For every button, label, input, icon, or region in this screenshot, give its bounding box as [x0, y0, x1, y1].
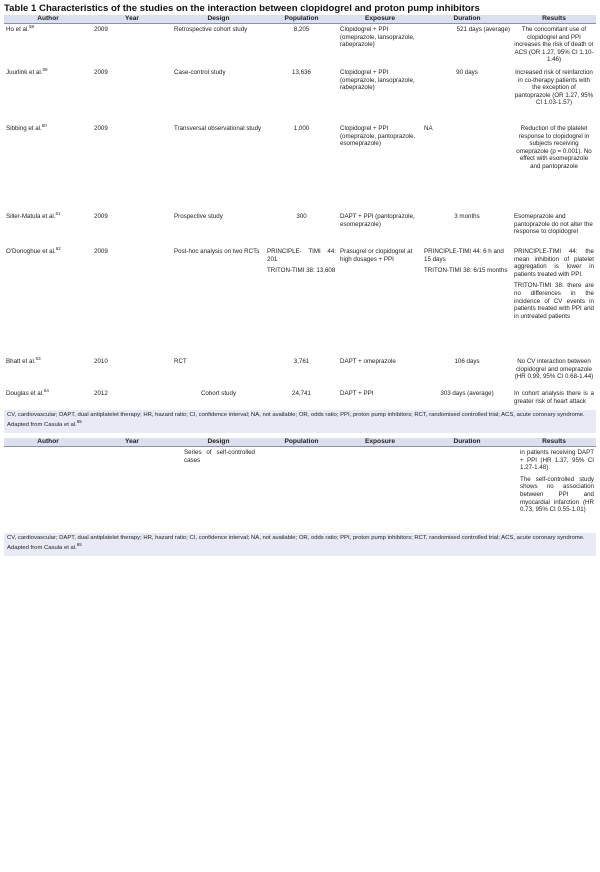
cell-duration: [422, 246, 512, 356]
cell-exposure: Clopidogrel + PPI (omeprazole, lansoprazole, rabeprazole): [340, 68, 415, 92]
cell-exposure: DAPT + omeprazole: [340, 357, 396, 365]
table-row: [4, 211, 596, 246]
cell-exposure: DAPT + PPI: [340, 389, 374, 397]
col-header-duration: Duration: [422, 15, 512, 24]
table-row: [4, 123, 596, 211]
cell-results: The concomitant use of clopidogrel and PPI increases the risk of death or ACS (OR 1.27, 95% CI 1.10-1.46): [514, 26, 594, 64]
col-header-design: Design: [172, 15, 265, 24]
cell-population: 13,636: [292, 68, 311, 76]
cell-author: Bhatt et al.$^{63}$: [6, 355, 41, 365]
cell-population: 300: [296, 212, 307, 220]
cell-exposure: Prasugrel or clopidogrel at high dosages + PPI: [340, 247, 413, 263]
table-row: [4, 356, 596, 388]
cell-design: Post-hoc analysis on two RCTs: [174, 247, 260, 255]
cell-population: [265, 447, 338, 531]
cell-population: [265, 246, 338, 356]
cell-year: 2009: [94, 124, 108, 132]
cell-exposure: DAPT + PPI (pantoprazole, esomeprazole): [340, 212, 415, 228]
table-footnote: [4, 410, 596, 433]
table-row: [4, 246, 596, 356]
footnote-abbreviations: CV, cardiovascular; DAPT, dual antiplatelet therapy; HR, hazard ratio; CI, confidence interval; NA, not available; OR, odds ratio; PPI, proton pump inhibitors; RCT, randomised controlled trial; ACS, acute coronary syndrome.: [7, 535, 585, 541]
cell-year: 2009: [94, 26, 108, 33]
duration-principle: PRINCIPLE-TIMI 44: 6 h and 15 days: [424, 247, 504, 263]
cell-design: RCT: [174, 357, 187, 365]
cell-duration: 521 days (average): [456, 26, 510, 33]
cell-results: Esomeprazole and pantoprazole do not alter the response to clopidogrel: [514, 212, 593, 236]
cell-author: Sibbing et al.$^{60}$: [6, 122, 47, 132]
table-row: [4, 447, 596, 531]
cell-results: No CV interaction between clopidogrel and omeprazole (HR 0.99, 95% CI 0.68-1.44): [514, 357, 594, 381]
cell-author: Ho et al.$^{58}$: [6, 23, 35, 33]
studies-table: [4, 15, 596, 419]
cell-duration: 303 days (average): [440, 389, 494, 397]
duration-triton: TRITON-TIMI 38: 6/15 months: [424, 267, 508, 275]
cell-duration: 3 months: [454, 212, 480, 220]
cell-year: 2009: [94, 212, 108, 220]
cell-duration: 90 days: [456, 68, 478, 76]
table-header-row: [4, 15, 596, 24]
table-title: Table 1 Characteristics of the studies on the interaction between clopidogrel and proton pump inhibitors: [4, 3, 480, 14]
cell-duration: NA: [424, 124, 433, 132]
table-row: [4, 67, 596, 123]
cell-population: 8,205: [293, 26, 310, 33]
col-header-year: Year: [92, 15, 172, 24]
cell-design: Series of self-controlled cases: [184, 449, 255, 464]
cell-design: Retrospective cohort study: [174, 26, 248, 33]
col-header-duration: Duration: [422, 438, 512, 447]
cell-author: [4, 447, 92, 531]
col-header-results: Results: [512, 438, 596, 447]
cell-exposure: Clopidogrel + PPI (omeprazole, pantoprazole, esomeprazole): [340, 124, 416, 148]
cell-year: 2009: [94, 68, 108, 76]
col-header-population: Population: [265, 15, 338, 24]
cell-design: Transversal observational study: [174, 124, 262, 132]
col-header-exposure: Exposure: [338, 15, 422, 24]
footnote-abbreviations: CV, cardiovascular; DAPT, dual antiplatelet therapy; HR, hazard ratio; CI, confidence interval; NA, not available; OR, odds ratio; PPI, proton pump inhibitors; RCT, randomised controlled trial; ACS, acute coronary syndrome.: [7, 412, 585, 418]
cell-results: [512, 447, 596, 531]
cell-population: 1,000: [293, 124, 310, 132]
col-header-design: Design: [172, 438, 265, 447]
cell-design: Cohort study: [200, 389, 237, 397]
cell-design: Prospective study: [174, 212, 223, 220]
cell-year: 2009: [94, 247, 108, 255]
col-header-exposure: Exposure: [338, 438, 422, 447]
cell-population: 24,741: [292, 389, 311, 397]
cell-year: 2010: [94, 357, 108, 365]
cell-author: Douglas et al.$^{64}$: [6, 387, 49, 397]
cell-author: O'Donoghue et al.$^{62}$: [6, 245, 61, 255]
table-footnote-continued: [4, 533, 596, 556]
cell-exposure: [338, 447, 422, 531]
footnote-source: Adapted from Casula et al.$^{65}$: [7, 542, 82, 552]
col-header-results: Results: [512, 15, 596, 24]
cell-design: Case-control study: [174, 68, 226, 76]
cell-author: Juurlink et al.$^{59}$: [6, 66, 48, 76]
table-header-row: [4, 438, 596, 447]
cell-duration: [422, 447, 512, 531]
cell-author: Siller-Matula et al.$^{61}$: [6, 210, 61, 220]
population-triton: TRITON-TIMI 38: 13,608: [267, 267, 336, 275]
col-header-year: Year: [92, 438, 172, 447]
cell-results: Reduction of the platelet response to clopidogrel in subjects receiving omeprazole (p = 0.001). No effect with esomeprazole and pantoprazole: [516, 124, 592, 170]
table-row: [4, 24, 596, 67]
cell-duration: 106 days: [454, 357, 480, 365]
col-header-population: Population: [265, 438, 338, 447]
studies-table-continued: [4, 438, 596, 531]
col-header-author: Author: [4, 15, 92, 24]
cell-results: [512, 246, 596, 356]
results-self-controlled: The self-controlled study shows no association between PPI and myocardial infarction (HR 0.73, 95% CI 0.55-1.01): [520, 475, 594, 514]
results-principle: PRINCIPLE-TIMI 44: the mean inhibition of platelet aggregation is lower in patients treated with PPI.: [514, 247, 594, 278]
population-principle: PRINCIPLE- TIMI 44: 201: [267, 247, 336, 263]
col-header-author: Author: [4, 438, 92, 447]
cell-year: [92, 447, 172, 531]
cell-year: 2012: [94, 389, 108, 397]
cell-results: Increased risk of reinfarction in co-therapy patients with the exception of pantoprazole (OR 1.27, 95% CI 1.03-1.57): [514, 68, 594, 107]
cell-results: In cohort analysis there is a greater risk of heart attack: [514, 389, 594, 405]
results-cohort: in patients receiving DAPT + PPI (HR 1.37, 95% CI 1.27-1.48).: [520, 449, 594, 472]
cell-population: 3,761: [293, 357, 310, 365]
results-triton: TRITON-TIMI 38: there are no differences in the incidence of CV events in patients treated with PPI and in untreated patients: [514, 282, 594, 320]
cell-exposure: Clopidogrel + PPI (omeprazole, lansoprazole, rabeprazole): [340, 26, 415, 49]
footnote-source: Adapted from Casula et al.$^{65}$: [7, 419, 82, 429]
